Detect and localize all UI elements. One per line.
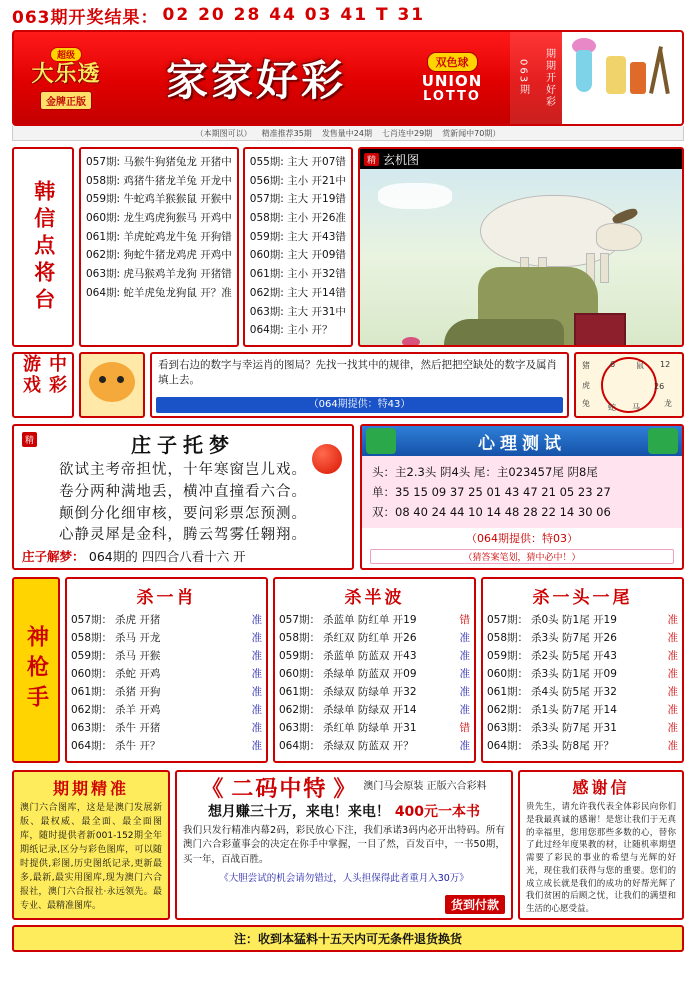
xinli-note: （猜答案笔划，猜中必中！） — [370, 549, 674, 564]
row-content: 杀牛 开猪 — [115, 722, 161, 735]
row-period: 063期： — [279, 722, 321, 735]
lotto-text: LOTTO — [423, 89, 481, 105]
zhuangzi-footer-value: 064期的 四四合八看十六 开 — [88, 549, 246, 564]
xinli-line: 双：08 40 24 44 10 14 48 28 22 14 30 06 — [372, 505, 611, 520]
dlt-title: 大乐透 — [31, 61, 101, 87]
rock-shape-secondary — [444, 319, 564, 347]
footnote-bar: 注：收到本猛料十五天内可无条件退货换货 — [12, 925, 684, 952]
row-period: 057期： — [487, 614, 529, 626]
row-period: 062期： — [487, 704, 529, 717]
list-item: 059期: 主大 开43错 — [249, 230, 346, 243]
table-row — [487, 701, 678, 719]
row-content: 杀3头 防1尾 开09 — [531, 668, 617, 681]
list-item: 064期: 蛇羊虎兔龙狗鼠 开？准 — [86, 286, 232, 299]
erma-title: 二码中特 — [231, 776, 328, 802]
ornament-right-icon — [648, 428, 678, 454]
erma-zhongte-panel — [175, 770, 513, 920]
prediction-list-right — [243, 147, 353, 347]
zhongcai-panel — [12, 352, 74, 418]
section-bottom-ads — [12, 770, 684, 920]
erma-header — [183, 774, 505, 800]
xinli-header — [362, 426, 682, 456]
row-content: 杀3头 防7尾 开31 — [531, 722, 617, 735]
tiger-eye-left — [99, 376, 106, 383]
thanks-letter-panel — [518, 770, 684, 920]
table-row — [487, 647, 678, 665]
row-content: 杀4头 防5尾 开32 — [531, 686, 617, 699]
row-period: 057期： — [279, 614, 321, 626]
row-content: 杀蛇 开鸡 — [115, 668, 161, 681]
union-lotto-logo — [394, 32, 510, 124]
list-item: 056期: 主小 开21中 — [249, 174, 346, 187]
table-row — [279, 719, 470, 737]
thanks-letter-text: 贵先生，请允许我代表全体彩民向你们是我最真诚的感谢！是您让我们于无真的幸福里，您用您那些多数的心，替你了此过经年度果教的材，让随机率期望需要了彩民的事业的希望与光辉的好光，现住我们获得与您的重要。您们的成立成长就是我们的成功的好帮光辉了我们贫困的后顾之忧，让我们的满望和生活的心愿受益。 — [526, 802, 676, 914]
row-content: 杀牛 开？ — [115, 740, 161, 753]
table-row — [71, 737, 262, 755]
row-period: 060期： — [279, 668, 321, 681]
row-period: 063期： — [487, 722, 529, 735]
list-item: 057期: 主大 开19错 — [249, 193, 346, 206]
wheel-label: 26 — [654, 382, 665, 391]
row-period: 057期： — [71, 614, 113, 626]
wheel-label: 兔 — [582, 399, 590, 408]
xinli-line: 头：主2.3头 阴4头 尾：主023457尾 阴8尾 — [372, 465, 598, 479]
row-flag: 准 — [667, 650, 678, 663]
list-item: 058期: 鸡猪牛猪龙羊兔 开龙中 — [86, 174, 232, 187]
prediction-lists — [79, 147, 353, 347]
list-item: 061期: 主小 开32错 — [249, 268, 346, 281]
table-row — [279, 611, 470, 629]
vase-icon — [576, 50, 592, 92]
table-row — [71, 629, 262, 647]
issue-note-label: 期期开好彩 — [536, 32, 562, 124]
row-content: 杀3头 防8尾 开？ — [531, 740, 615, 753]
subbar-item-4: 赏新闻中70期） — [442, 128, 501, 138]
row-content: 杀猪 开狗 — [115, 686, 161, 699]
row-content: 杀蓝单 防红单 开19 — [323, 614, 417, 626]
zodiac-provide-bar: （064期提供：特43） — [156, 397, 563, 414]
han-xin-panel — [12, 147, 74, 347]
table-row — [487, 611, 678, 629]
row-period: 059期： — [279, 650, 321, 663]
ssq-badge: 双色球 — [427, 52, 478, 72]
gold-card-label: 金牌正版 — [40, 91, 92, 110]
goat-horn — [611, 206, 639, 225]
row-period: 061期： — [487, 686, 529, 699]
kill-half-wave-table — [273, 577, 476, 763]
draw-result-numbers: 02 20 28 44 03 41 T 31 — [162, 5, 426, 25]
zhuangzi-footer — [22, 547, 246, 565]
goat-head — [596, 223, 642, 251]
wheel-label: 鼠 — [636, 361, 644, 370]
decorative-objects — [562, 32, 682, 124]
qiqi-jingzhun-text: 澳门六合图库，这是是澳门发展新版、最权威、最全面、最全面图库，随时提供者新001-152期全年期纸记录,区分与彩色图库，可以随时提供,彩图,历史图纸记录,更新最多,最新,最实用图库,现为澳门六合报社，澳门六合报社·永远领先。最专业、最精准图库。 — [20, 803, 162, 911]
poem-line: 卷分两种满地丢，横冲直撞看六合。 — [59, 483, 307, 500]
zhuangzi-poem — [22, 460, 344, 547]
xinli-panel — [360, 424, 684, 570]
row-flag: 准 — [459, 704, 470, 717]
red-ball-icon — [312, 444, 342, 474]
list-item: 060期: 龙生鸡虎狗猴马 开鸡中 — [86, 212, 232, 225]
list-item: 058期: 主小 开26准 — [249, 212, 346, 225]
row-period: 063期： — [71, 722, 113, 735]
table-row — [71, 647, 262, 665]
table-row — [487, 683, 678, 701]
jing-mark: 精 — [22, 432, 37, 447]
row-period: 058期： — [279, 632, 321, 645]
row-flag: 准 — [251, 614, 262, 626]
row-content: 杀红单 防绿单 开31 — [323, 722, 417, 735]
row-period: 064期： — [279, 740, 321, 753]
xinli-body — [362, 456, 682, 528]
subbar-item-1: 精准推荐35期 — [261, 128, 312, 138]
xuanji-image-panel — [358, 147, 684, 347]
row-content: 杀绿单 防绿双 开14 — [323, 704, 417, 717]
union-text: UNION — [421, 71, 483, 90]
kill-head-tail-title: 杀一头一尾 — [532, 588, 633, 608]
tiger-face — [89, 362, 135, 402]
table-row — [279, 647, 470, 665]
table-row — [71, 611, 262, 629]
row-period: 059期： — [71, 650, 113, 663]
xuanji-header — [360, 149, 682, 169]
row-flag: 准 — [667, 668, 678, 681]
list-item: 059期: 牛蛇鸡羊猴猴鼠 开猴中 — [86, 193, 232, 206]
bottle-secondary-icon — [630, 62, 646, 94]
row-flag: 准 — [251, 668, 262, 681]
zhuangzi-title: 庄子托梦 — [131, 432, 235, 457]
row-flag: 准 — [667, 632, 678, 645]
zhuangzi-panel — [12, 424, 354, 570]
list-item: 063期: 主大 开31中 — [249, 305, 346, 318]
ornament-left-icon — [366, 428, 396, 454]
thanks-letter-title: 感谢信 — [572, 778, 630, 797]
section-zodiac-game — [12, 352, 684, 418]
row-period: 058期： — [71, 632, 113, 645]
row-flag: 准 — [251, 722, 262, 735]
draw-result-line — [0, 0, 696, 30]
kill-head-tail-table — [481, 577, 684, 763]
zhuangzi-footer-label: 庄子解梦： — [22, 549, 85, 564]
prediction-list-left — [79, 147, 239, 347]
han-xin-title: 韩信点将台 — [31, 179, 56, 315]
list-item: 060期: 主大 开09错 — [249, 249, 346, 262]
row-period: 060期： — [71, 668, 113, 681]
masthead-title: 家家好彩 — [165, 56, 346, 105]
row-flag: 准 — [459, 668, 470, 681]
table-row — [487, 719, 678, 737]
wheel-label: 马 — [632, 403, 640, 412]
xinli-line: 单：35 15 09 37 25 01 43 47 21 05 23 27 — [372, 485, 611, 500]
kill-one-zodiac-title: 杀一肖 — [136, 588, 197, 608]
row-flag: 准 — [459, 686, 470, 699]
row-flag: 准 — [459, 650, 470, 663]
table-row — [487, 665, 678, 683]
row-flag: 准 — [251, 740, 262, 753]
xuanji-title: 玄机图 — [383, 152, 420, 167]
row-period: 060期： — [487, 668, 529, 681]
dlt-logo — [14, 32, 118, 124]
xinli-title: 心理测试 — [478, 433, 566, 454]
sniper-title: 神枪手 — [23, 625, 49, 715]
tiger-illustration — [79, 352, 145, 418]
row-content: 杀绿双 防绿单 开32 — [323, 686, 417, 699]
row-flag: 错 — [459, 722, 470, 735]
zhongcai-title: 中彩游戏 — [20, 354, 67, 396]
row-flag: 准 — [251, 650, 262, 663]
bracket-left: 《 — [201, 776, 226, 802]
seal-stamp — [574, 313, 626, 347]
bracket-right: 》 — [333, 776, 358, 802]
wheel-label: 蛇 — [608, 403, 616, 412]
row-content: 杀0头 防1尾 开19 — [531, 614, 617, 626]
brush-secondary-icon — [658, 50, 670, 94]
row-content: 杀1头 防7尾 开14 — [531, 704, 617, 717]
row-flag: 准 — [667, 614, 678, 626]
row-period: 062期： — [279, 704, 321, 717]
poem-line: 心静灵犀是金科，腾云驾雾任翱翔。 — [59, 527, 307, 544]
zodiac-wheel — [574, 352, 684, 418]
xinli-provide: （064期提供：特03） — [466, 532, 578, 545]
table-row — [487, 737, 678, 755]
table-row — [279, 683, 470, 701]
section-han-lists-image — [12, 147, 684, 347]
row-content: 杀绿双 防蓝双 开？ — [323, 740, 414, 753]
masthead-banner — [12, 30, 684, 126]
zodiac-instruction — [150, 352, 569, 418]
row-flag: 准 — [667, 740, 678, 753]
erma-paragraph: 我们只发行精准内幕2码，彩民放心下注，我们承诺3码内必开出特码。所有澳门六合彩董事会的决定在你手中掌握，一目了然，百发百中，一书50期，买一年，百战百胜。 — [183, 825, 505, 865]
row-period: 058期： — [487, 632, 529, 645]
erma-tagline-b: 400元一本书 — [394, 804, 481, 820]
table-row — [71, 719, 262, 737]
table-row — [279, 701, 470, 719]
wheel-label: 12 — [660, 360, 671, 369]
list-item: 061期: 羊虎蛇鸡龙牛兔 开狗错 — [86, 230, 232, 243]
list-item: 062期: 主大 开14错 — [249, 286, 346, 299]
row-period: 064期： — [487, 740, 529, 753]
subbar-item-0: （本期图可以） — [195, 128, 252, 138]
qiqi-jingzhun-title: 期期精准 — [52, 779, 129, 798]
table-row — [71, 683, 262, 701]
row-content: 杀红双 防红单 开26 — [323, 632, 417, 645]
row-period: 059期： — [487, 650, 529, 663]
wheel-label: 虎 — [582, 381, 590, 390]
cloud-shape — [378, 183, 452, 209]
list-item: 055期: 主大 开07错 — [249, 156, 346, 168]
table-row — [279, 665, 470, 683]
super-badge: 超级 — [50, 47, 82, 62]
row-period: 064期： — [71, 740, 113, 753]
row-flag: 准 — [667, 704, 678, 717]
erma-tagline-a: 想月赚三十万，来电！来电！ — [207, 804, 390, 820]
row-flag: 准 — [459, 740, 470, 753]
table-row — [279, 629, 470, 647]
cod-badge: 货到付款 — [445, 895, 505, 914]
subbar-item-3: 七肖连中29期 — [382, 128, 433, 138]
table-row — [71, 665, 262, 683]
row-content: 杀羊 开鸡 — [115, 704, 161, 717]
row-flag: 准 — [667, 722, 678, 735]
erma-side-note: 澳门马会原装 正版六合彩料 — [363, 781, 487, 792]
list-item: 057期: 马猴牛狗猪兔龙 开猪中 — [86, 156, 232, 168]
row-period: 061期： — [71, 686, 113, 699]
row-flag: 准 — [251, 686, 262, 699]
issue-vertical-label: 063期 — [510, 32, 536, 124]
wheel-label: 6 — [610, 360, 616, 369]
subbar-item-2: 发售量中24期 — [321, 128, 372, 138]
list-item: 064期: 主小 开？ — [249, 324, 333, 337]
row-flag: 准 — [251, 632, 262, 645]
goat-leg — [600, 253, 609, 283]
wheel-label: 龙 — [664, 399, 672, 408]
lotus-flower — [402, 337, 420, 347]
row-content: 杀蓝单 防蓝双 开43 — [323, 650, 417, 663]
section-zhuangzi-xinli — [12, 424, 684, 570]
bottle-icon — [606, 56, 626, 94]
row-flag: 错 — [459, 614, 470, 626]
row-flag: 准 — [251, 704, 262, 717]
row-flag: 准 — [459, 632, 470, 645]
table-row — [487, 629, 678, 647]
row-content: 杀2头 防5尾 开43 — [531, 650, 617, 663]
row-content: 杀绿单 防蓝双 开09 — [323, 668, 417, 681]
zhuangzi-header — [22, 430, 344, 456]
draw-result-label: 063期开奖结果： — [12, 7, 159, 28]
list-item: 063期: 虎马猴鸡羊龙狗 开猪错 — [86, 268, 232, 281]
row-period: 061期： — [279, 686, 321, 699]
table-row — [279, 737, 470, 755]
jing-mark: 精 — [364, 153, 379, 166]
kill-one-zodiac-table — [65, 577, 268, 763]
row-period: 062期： — [71, 704, 113, 717]
section-kill-tables — [12, 577, 684, 763]
list-item: 062期: 狗蛇牛猪龙鸡虎 开鸡中 — [86, 249, 232, 262]
tiger-eye-right — [117, 376, 124, 383]
row-flag: 准 — [667, 686, 678, 699]
masthead-subbar — [12, 126, 684, 141]
table-row — [71, 701, 262, 719]
erma-tagline — [183, 801, 505, 821]
sniper-panel — [12, 577, 60, 763]
kill-half-wave-title: 杀半波 — [344, 588, 405, 608]
row-content: 杀虎 开猪 — [115, 614, 161, 626]
row-content: 杀马 开猴 — [115, 650, 161, 663]
poem-line: 颠倒分化细审核，要问彩票怎预测。 — [59, 505, 307, 522]
poem-line: 欲试主考帝担忧，十年寒窗岂儿戏。 — [59, 462, 307, 478]
wheel-label: 猪 — [582, 361, 590, 370]
qiqi-jingzhun-panel — [12, 770, 170, 920]
row-content: 杀马 开龙 — [115, 632, 161, 645]
erma-warning: 《大胆尝试的机会请勿错过，人头担保得此者重月入30万》 — [219, 872, 469, 884]
row-content: 杀3头 防7尾 开26 — [531, 632, 617, 645]
zodiac-instruction-text: 看到右边的数字与幸运肖的图局？先找一找其中的规律，然后把把空缺处的数字及属肖填上去。 — [158, 359, 557, 387]
